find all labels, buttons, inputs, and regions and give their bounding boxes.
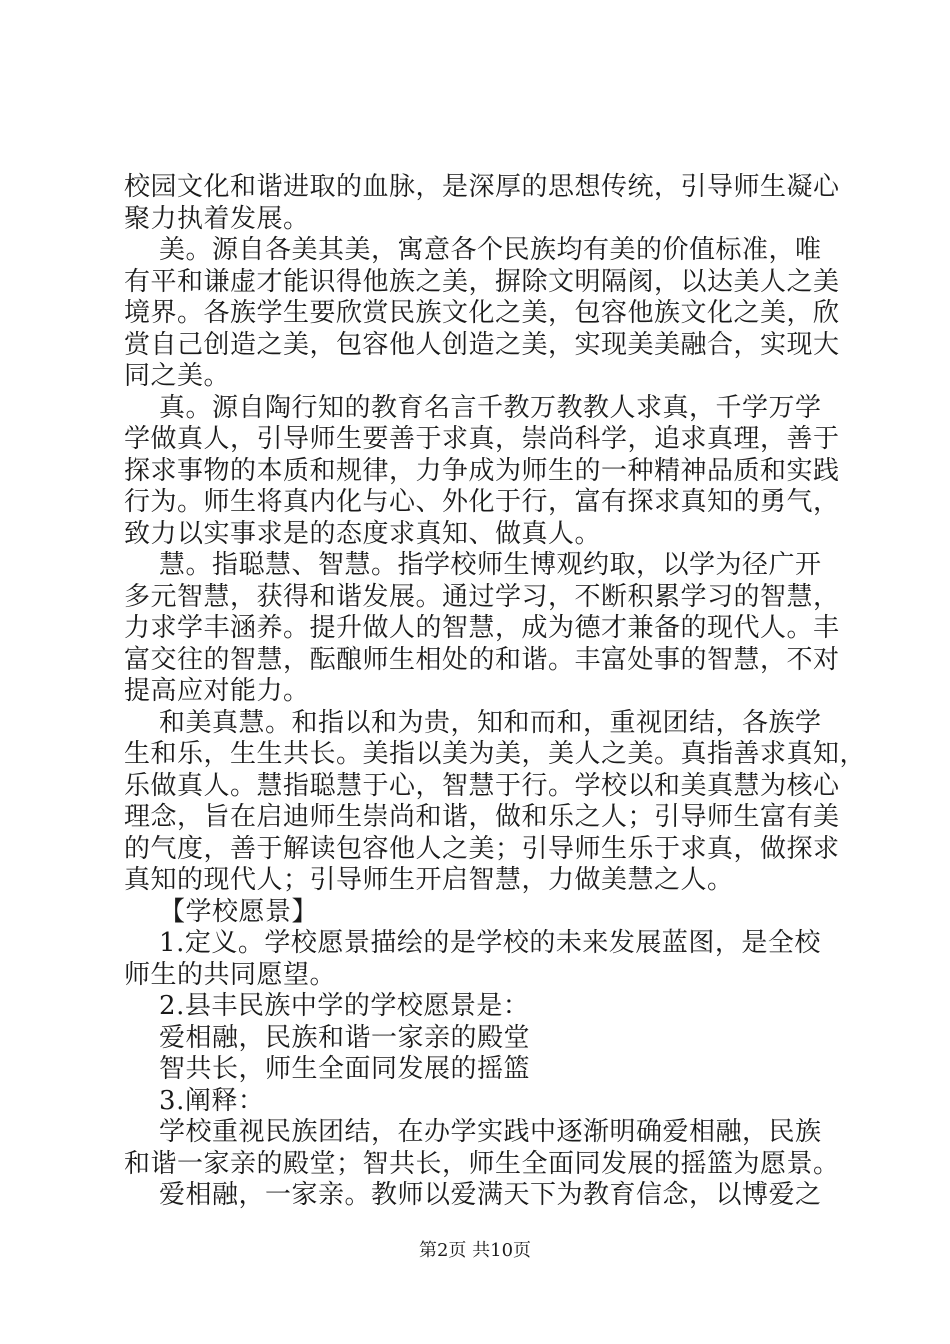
text-line: 乐做真人。慧指聪慧于心，智慧于行。学校以和美真慧为核心 [124, 770, 840, 801]
text-line: 的气度，善于解读包容他人之美；引导师生乐于求真，做探求 [124, 833, 840, 864]
text-line: 爱相融，民族和谐一家亲的殿堂 [124, 1022, 531, 1053]
text-line: 理念，旨在启迪师生崇尚和谐，做和乐之人；引导师生富有美 [124, 802, 840, 832]
text-line: 真。源自陶行知的教育名言千教万教教人求真，千学万学 [124, 392, 822, 423]
text-line: 聚力执着发展。 [124, 203, 310, 234]
page-number-footer: 第2页 共10页 [418, 1240, 532, 1261]
text-line: 多元智慧，获得和谐发展。通过学习，不断积累学习的智慧， [124, 581, 840, 612]
section-heading: 【学校愿景】 [124, 896, 319, 927]
text-line: 生和乐，生生共长。美指以美为美，美人之美。真指善求真知， [124, 739, 867, 769]
text-line: 3.阐释： [124, 1085, 265, 1116]
text-line: 智共长，师生全面同发展的摇篮 [124, 1054, 531, 1084]
text-line: 爱相融，一家亲。教师以爱满天下为教育信念，以博爱之 [124, 1180, 822, 1210]
text-line: 提高应对能力。 [124, 676, 310, 706]
text-line: 境界。各族学生要欣赏民族文化之美，包容他族文化之美，欣 [124, 298, 840, 328]
text-line: 力求学丰涵养。提升做人的智慧，成为德才兼备的现代人。丰 [124, 613, 840, 643]
text-line: 美。源自各美其美，寓意各个民族均有美的价值标准，唯 [124, 235, 822, 265]
text-line: 慧。指聪慧、智慧。指学校师生博观约取，以学为径广开 [124, 550, 822, 580]
text-line: 同之美。 [124, 361, 231, 391]
text-line: 真知的现代人；引导师生开启智慧，力做美慧之人。 [124, 865, 734, 895]
text-line: 赏自己创造之美，包容他人创造之美，实现美美融合，实现大 [124, 329, 840, 360]
text-line: 致力以实事求是的态度求真知、做真人。 [124, 518, 602, 549]
text-line: 富交往的智慧，酝酿师生相处的和谐。丰富处事的智慧，不对 [124, 644, 840, 675]
text-line: 1.定义。学校愿景描绘的是学校的未来发展蓝图，是全校 [124, 928, 821, 958]
text-line: 师生的共同愿望。 [124, 959, 337, 990]
text-line: 和美真慧。和指以和为贵，知和而和，重视团结，各族学 [124, 707, 822, 738]
text-line: 2.县丰民族中学的学校愿景是： [124, 991, 530, 1021]
text-line: 探求事物的本质和规律，力争成为师生的一种精神品质和实践 [124, 455, 840, 486]
text-line: 学做真人，引导师生要善于求真，崇尚科学，追求真理，善于 [124, 424, 840, 454]
text-line: 校园文化和谐进取的血脉，是深厚的思想传统，引导师生凝心 [124, 172, 840, 202]
text-line: 有平和谦虚才能识得他族之美，摒除文明隔阂，以达美人之美 [124, 266, 840, 297]
text-line: 行为。师生将真内化与心、外化于行，富有探求真知的勇气， [124, 487, 840, 517]
text-line: 学校重视民族团结，在办学实践中逐渐明确爱相融，民族 [124, 1117, 822, 1147]
body-text [124, 172, 867, 1212]
text-line: 和谐一家亲的殿堂；智共长，师生全面同发展的摇篮为愿景。 [124, 1148, 840, 1179]
